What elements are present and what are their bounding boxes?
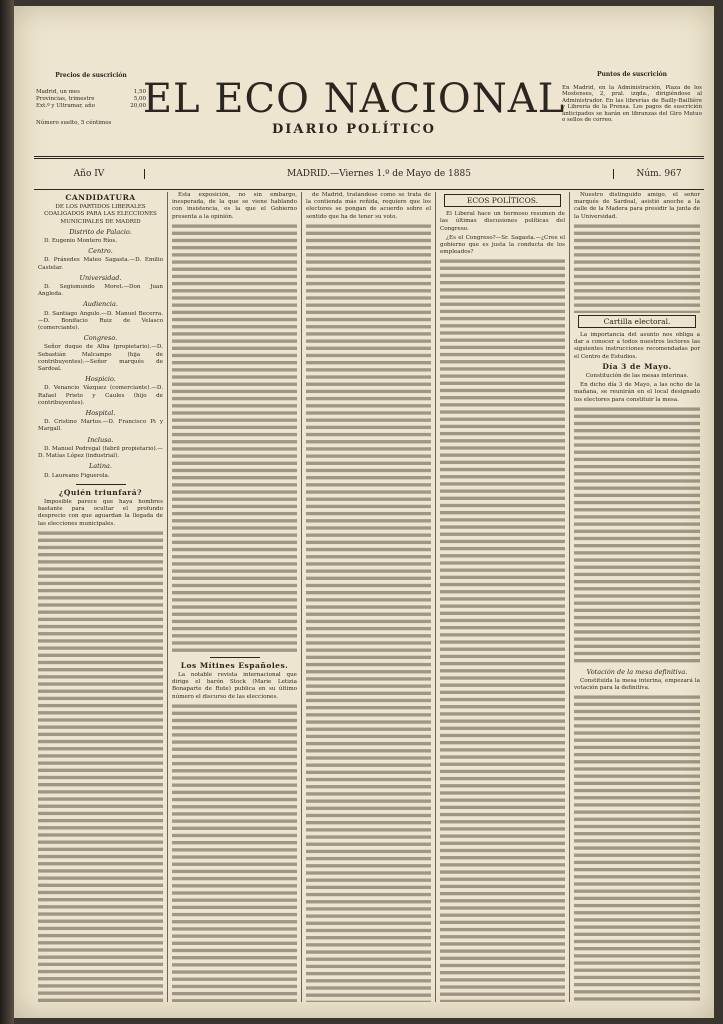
district-candidates: D. Cristino Martos.—D. Francisco Pi y Margall.	[38, 419, 163, 433]
candidature-heading: CANDIDATURA	[65, 193, 136, 202]
column-4	[436, 192, 570, 1002]
candidature-intro: DE LOS PARTIDOS LIBERALES COALIGADOS PARA LAS ELECCIONES MUNICIPALES DE MADRID	[44, 204, 157, 225]
subsection-text: Constituida la mesa interina, empezará la votación para la definitiva.	[574, 678, 700, 692]
article-text: Imposible parece que haya hombres bastante para ocultar el profundo desprecio con que aguardan la llegada de las elecciones municipales.	[38, 498, 163, 527]
body-text-block	[172, 223, 297, 653]
body-text-block	[574, 223, 700, 313]
article-heading: ¿Quién triunfará?	[58, 487, 143, 497]
column-2	[168, 192, 302, 1002]
district-candidates: D. Laureano Figuerola.	[44, 472, 110, 479]
district-candidates: D. Segismundo Moret.—Don Juan Angleda.	[38, 284, 163, 298]
article-columns	[34, 192, 704, 1002]
subscription-prices-box	[36, 72, 146, 127]
issue-number: Núm. 967	[613, 169, 704, 179]
article-text: El Liberal hace un hermoso resumen de las últimas discusiones políticas del Congreso.	[440, 211, 565, 232]
body-text-block	[574, 406, 700, 666]
column-1	[34, 192, 168, 1002]
issue-date: MADRID.—Viernes 1.º de Mayo de 1885	[287, 169, 471, 179]
article-text: Nuestro distinguido amigo, el señor marqués de Sardoal, asistió anoche a la calle de la Madera para presidir la junta de la Universidad.	[574, 192, 700, 220]
single-issue-note: Número suelto, 5 céntimos	[36, 120, 112, 126]
column-5	[570, 192, 704, 1002]
body-text-block	[306, 223, 431, 1002]
price-row: Madrid, un mes 1,50	[36, 89, 146, 95]
district-candidates: D. Práxedes Mateo Sagasta.—D. Emilio Castelar.	[38, 257, 163, 271]
article-text: La notable revista internacional que dirige el barón Stock (Marie Letizia Bonaparte de Rute) publica en su último número el discurso de las elecciones.	[172, 672, 297, 700]
day-subheading: Constitución de las mesas interinas.	[585, 373, 689, 380]
masthead	[14, 6, 714, 156]
cartilla-electoral-heading: Cartilla electoral.	[578, 315, 696, 328]
day-heading: Día 3 de Mayo.	[602, 361, 672, 371]
body-text-block	[38, 530, 163, 1002]
district-candidates: D. Venancio Vázquez (comerciante).—D. Rafael Prieto y Caules (hijo de contribuyentes).	[38, 385, 163, 406]
section-intro: La importancia del asunto nos obliga a dar a conocer a todos nuestros lectores las siguientes instrucciones recomendadas por el Centro de Estudios.	[574, 332, 700, 360]
district-name: Congreso.	[83, 334, 118, 343]
newspaper-page	[14, 6, 714, 1018]
dateline-bar	[34, 156, 704, 190]
price-row: Provincias, trimestre 5,00	[36, 96, 146, 102]
year-label: Año IV	[34, 169, 145, 179]
points-heading: Puntos de suscrición	[596, 71, 668, 78]
day-text: En dicho día 3 de Mayo, a las ocho de la mañana, se reunirán en el local designado los electores para constituir la mesa.	[574, 382, 700, 403]
district-candidates: D. Eugenio Montero Ríos.	[44, 238, 118, 245]
points-text: En Madrid, en la Administración, Plaza de los Mostenses, 2, pral. izqda., dirigiéndose al Administrador. En las librerías de Bailly-Baillière y Librería de la Prensa. Los pagos de suscrición anticipados se harán en libranzas del Giro Mutuo o sellos de correo.	[562, 84, 702, 123]
district-name: Distrito de Palacio.	[69, 227, 132, 236]
body-text-block	[574, 694, 700, 1002]
body-text-block	[440, 258, 565, 1002]
newspaper-title: EL ECO NACIONAL	[142, 76, 566, 122]
district-name: Inclusa.	[87, 435, 114, 444]
subscription-points-box	[562, 72, 702, 124]
district-candidates: D. Santiago Angulo.—D. Manuel Becerra.—D. Bonifacio Ruiz de Velasco (comerciante).	[38, 310, 163, 332]
body-text-block	[172, 703, 297, 1002]
district-name: Hospital.	[85, 409, 116, 418]
district-name: Latina.	[88, 462, 112, 471]
district-name: Audiencia.	[83, 300, 118, 309]
article-text: Esta exposición, no sin embargo, inesperada, de la que se viene hablando con insistencia, es la que el Gobierno presenta a la opinión.	[172, 192, 297, 220]
subsection-heading: Votación de la mesa definitiva.	[586, 667, 688, 676]
district-name: Universidad.	[79, 273, 122, 282]
district-candidates: D. Manuel Pedregal (fabril propietario).—D. Matías López (industrial).	[38, 445, 163, 460]
column-3	[302, 192, 436, 1002]
district-name: Centro.	[88, 247, 113, 256]
article-quote: ¿Es el Congreso?—Sr. Sagasta.—¿Cree el gobierno que es justa la conducta de los empleados?	[440, 234, 565, 256]
section-divider	[76, 484, 126, 485]
article-heading: Los Mítines Españoles.	[180, 660, 289, 670]
ecos-politicos-heading: ECOS POLÍTICOS.	[444, 194, 561, 207]
book-gutter	[0, 0, 14, 1024]
prices-heading: Precios de suscrición	[55, 72, 127, 79]
district-name: Hospicio.	[85, 375, 116, 384]
district-candidates: Señor duque de Alba (propietario).—D. Sebastián Malcampo (hija de contribuyentes).—Señor marqués de Sardoal.	[38, 344, 163, 373]
section-divider	[210, 657, 260, 658]
newspaper-subtitle: DIARIO POLÍTICO	[272, 122, 436, 137]
article-text: de Madrid, tratándose como se trata de la contienda más reñida, requiere que los electores se pongan de acuerdo sobre el sentido que ha de tener su voto.	[306, 192, 431, 220]
price-row: Ext.º y Ultramar, año 20,00	[36, 103, 146, 109]
